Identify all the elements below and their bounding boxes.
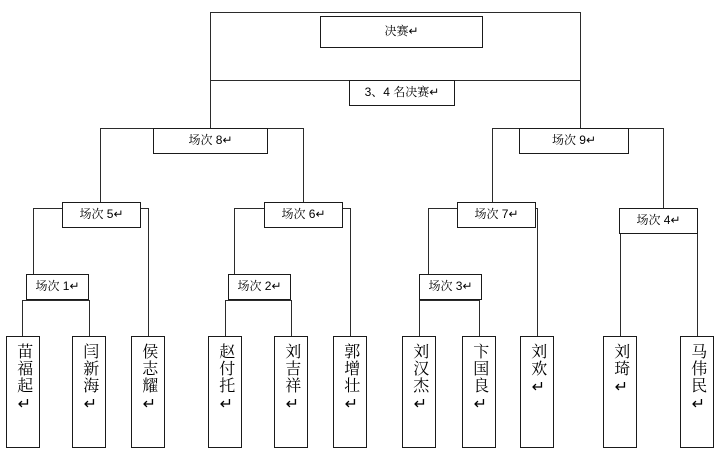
player-box[interactable]: 闫新海↵ <box>72 336 106 448</box>
connector-final-right-vertical <box>580 12 581 130</box>
connector-m6-right-vertical <box>350 208 351 336</box>
match-7-box[interactable]: 场次 7↵ <box>457 202 536 228</box>
player-box[interactable]: 刘吉祥↵ <box>274 336 308 448</box>
match-2-box[interactable]: 场次 2↵ <box>228 274 291 300</box>
match-5-box[interactable]: 场次 5↵ <box>62 202 141 228</box>
final-box[interactable]: 决赛↵ <box>320 16 483 48</box>
player-box[interactable]: 刘欢↵ <box>520 336 554 448</box>
player-box[interactable]: 马伟民↵ <box>680 336 714 448</box>
connector-final-left-vertical <box>210 12 211 130</box>
connector-m2-left-vertical <box>225 300 226 336</box>
third-place-box[interactable]: 3、4 名决赛↵ <box>349 80 455 106</box>
connector-m1-horizontal <box>22 300 90 301</box>
player-box[interactable]: 郭增壮↵ <box>333 336 367 448</box>
match-1-box[interactable]: 场次 1↵ <box>26 274 89 300</box>
connector-m5-left-vertical <box>33 208 34 284</box>
player-box[interactable]: 刘汉杰↵ <box>402 336 436 448</box>
player-box[interactable]: 赵付托↵ <box>208 336 242 448</box>
connector-m3-left-vertical <box>419 300 420 336</box>
connector-final-top-horizontal <box>210 12 581 13</box>
connector-m6-left-vertical <box>234 208 235 284</box>
connector-m3-horizontal <box>419 300 480 301</box>
connector-m4-right-vertical <box>697 228 698 336</box>
player-box[interactable]: 卞国良↵ <box>462 336 496 448</box>
connector-m4-left-vertical <box>620 228 621 336</box>
connector-m3-right-vertical <box>479 300 480 336</box>
player-box[interactable]: 苗福起↵ <box>6 336 40 448</box>
connector-m5-right-vertical <box>148 208 149 336</box>
connector-m1-right-vertical <box>89 300 90 336</box>
match-9-box[interactable]: 场次 9↵ <box>519 128 629 154</box>
connector-m9-right-vertical <box>663 128 664 210</box>
connector-m1-left-vertical <box>22 300 23 336</box>
connector-m9-left-vertical <box>492 128 493 210</box>
connector-m7-left-vertical <box>428 208 429 284</box>
match-6-box[interactable]: 场次 6↵ <box>264 202 343 228</box>
connector-m8-right-vertical <box>303 128 304 210</box>
player-box[interactable]: 刘琦↵ <box>603 336 637 448</box>
connector-m2-horizontal <box>225 300 292 301</box>
connector-m7-right-vertical <box>537 208 538 336</box>
connector-m8-left-vertical <box>100 128 101 210</box>
player-box[interactable]: 侯志耀↵ <box>131 336 165 448</box>
match-3-box[interactable]: 场次 3↵ <box>419 274 482 300</box>
match-8-box[interactable]: 场次 8↵ <box>153 128 268 154</box>
connector-m2-right-vertical <box>291 300 292 336</box>
match-4-box[interactable]: 场次 4↵ <box>619 208 698 234</box>
